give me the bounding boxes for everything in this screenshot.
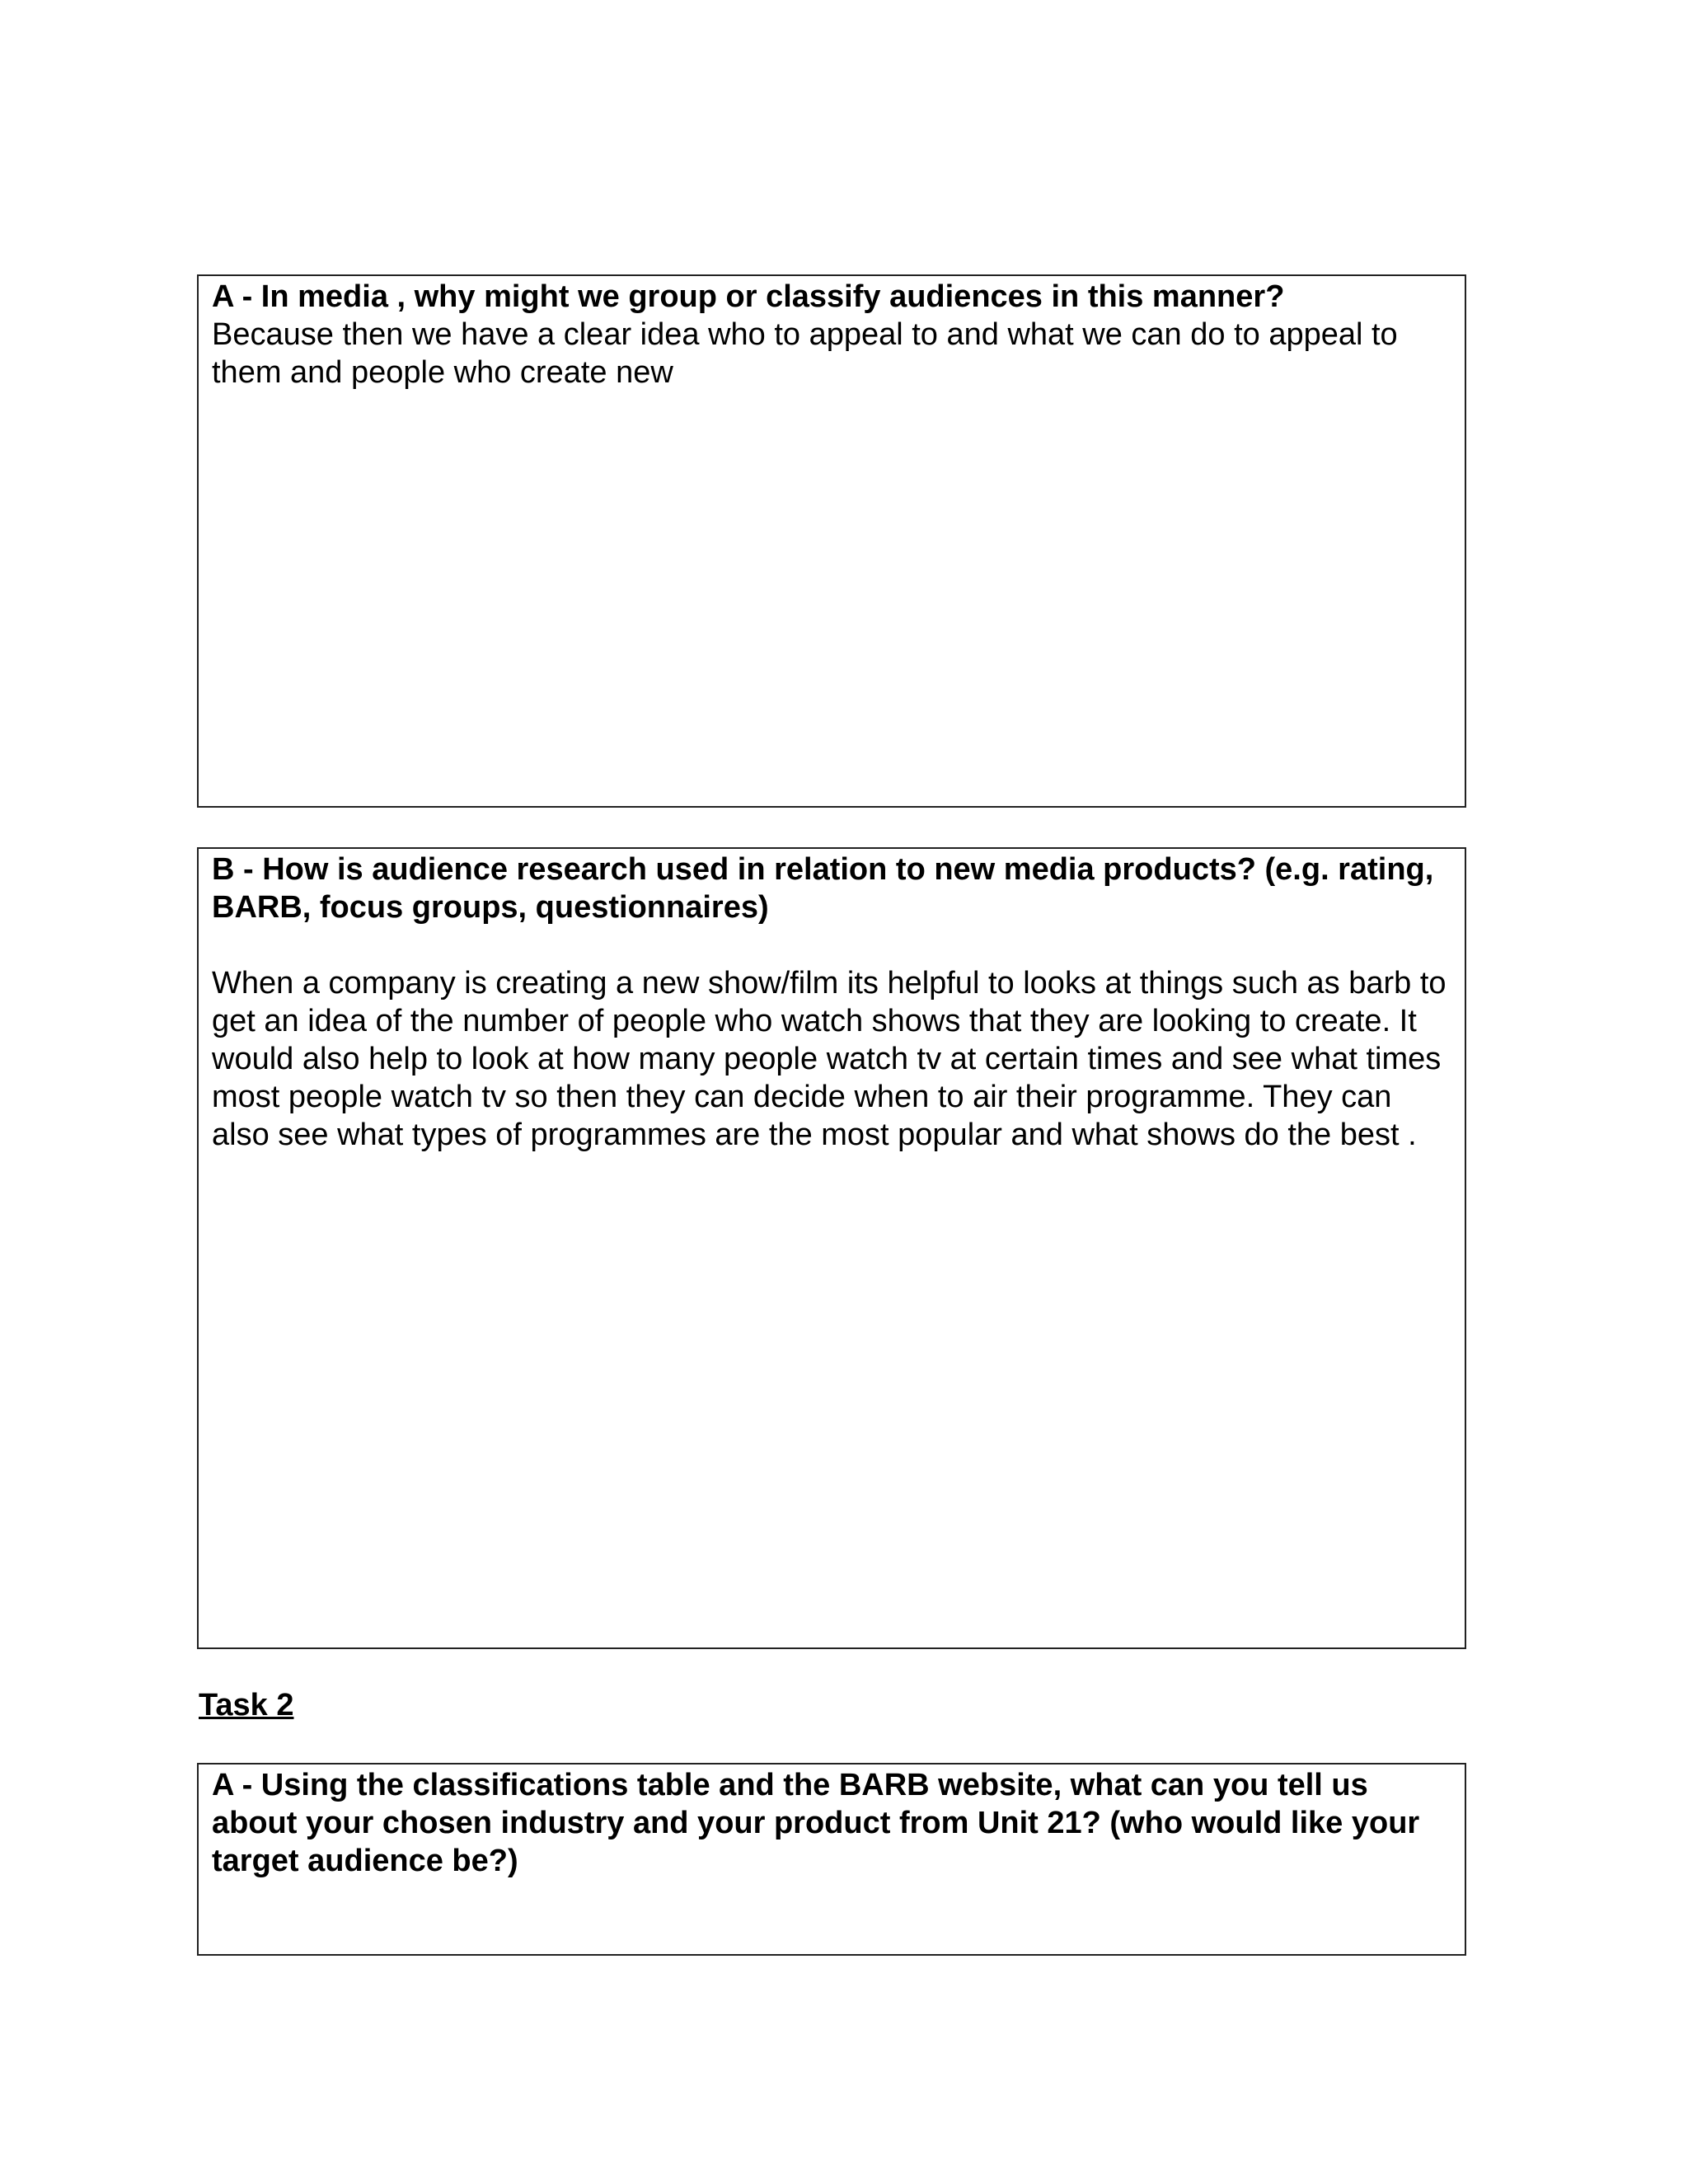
question-task2-a-text: A - Using the classifications table and the BARB website, what can you tell us about your chosen industry and your product from Unit 21? (who would like your target audience be?): [212, 1768, 1420, 1878]
question-a-text: A - In media , why might we group or classify audiences in this manner?: [212, 279, 1285, 314]
task-2-heading: Task 2: [199, 1688, 294, 1722]
question-box-task2-a: [197, 1763, 1466, 1956]
answer-b-text[interactable]: When a company is creating a new show/film its helpful to looks at things such as barb to get an idea of the number of people who watch shows that they are looking to create. It would also help to look at how many people watch tv at certain times and see what times most people watch tv so then they can decide when to air their programme. They can also see what types of programmes are the most popular and what shows do the best .: [212, 966, 1447, 1152]
answer-a-text[interactable]: Because then we have a clear idea who to appeal to and what we can do to appeal to them and people who create new: [212, 317, 1398, 390]
question-b-text: B - How is audience research used in relation to new media products? (e.g. rating, BARB, focus groups, questionnaires): [212, 852, 1434, 925]
question-box-a: [197, 274, 1466, 808]
question-box-b: [197, 847, 1466, 1649]
